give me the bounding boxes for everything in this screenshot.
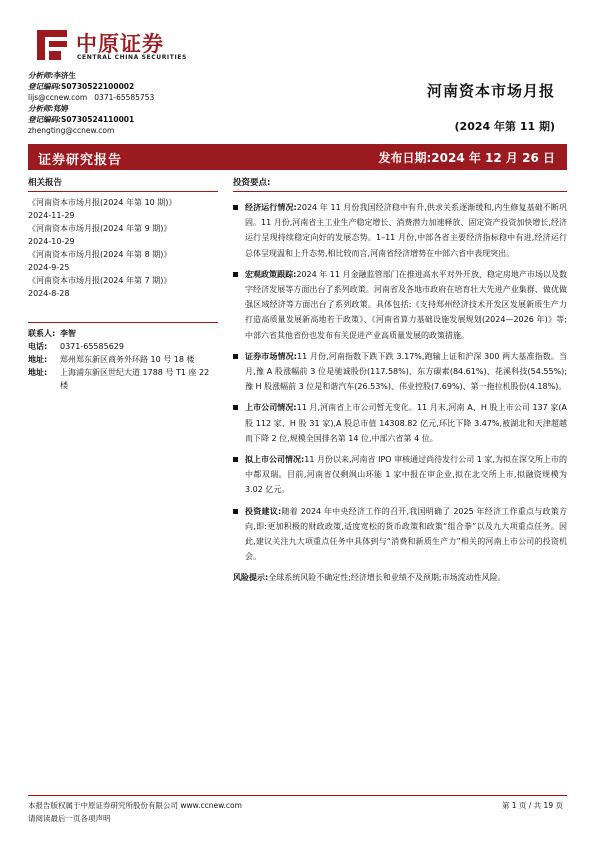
- risk-warning: [233, 570, 567, 585]
- related-reports-heading: 相关报告: [28, 176, 218, 192]
- related-report-link[interactable]: 《河南资本市场月报(2024 年第 10 期)》: [28, 198, 177, 207]
- bullet-square-icon: [233, 205, 238, 210]
- bullet-square-icon: [233, 457, 238, 462]
- bullet-keyword: 拟上市公司情况:: [245, 455, 305, 465]
- risk-text: 全球系统风险不确定性;经济增长和业绩不及预期;市场流动性风险。: [268, 573, 506, 583]
- bullet-keyword: 证券市场情况:: [245, 351, 297, 361]
- analyst-block-1: [28, 70, 154, 103]
- bullet-text: 随着 2024 年中央经济工作的召开,我国明确了 2025 年经济工作重点与政策方向,即:更加积极的财政政策,适度宽松的货币政策和政策“组合拳”以及九大项重点任务。因此,建议关注九大项重点任务中具体到与“消费和新质生产力”相关的河南上市公司的投资机会。: [245, 506, 567, 562]
- footer-copyright: [28, 799, 242, 825]
- analyst-block-2: [28, 103, 134, 136]
- logo-mark-icon: [36, 28, 70, 62]
- contact-block: [28, 322, 218, 392]
- analyst-role-label: 分析师:: [28, 104, 54, 113]
- bullet-listed-companies: [233, 400, 567, 446]
- related-report-link[interactable]: 《河南资本市场月报(2024 年第 7 期)》: [28, 276, 172, 285]
- contact-address-label: 地址:: [28, 355, 48, 364]
- bullet-square-icon: [233, 272, 238, 277]
- analyst-name: 郑婷: [53, 104, 69, 113]
- analyst-role-label: 分析师:: [28, 71, 54, 80]
- bullet-keyword: 投资建议:: [245, 506, 282, 516]
- bullet-keyword: 上市公司情况:: [245, 403, 297, 413]
- related-reports-list: [28, 196, 218, 300]
- analyst-reg-label: 登记编码:: [28, 115, 61, 124]
- analyst-email[interactable]: lijs@ccnew.com: [28, 93, 88, 102]
- bullet-investment-advice: [233, 504, 567, 565]
- bullet-policy: [233, 267, 567, 343]
- main-content: [233, 176, 567, 585]
- company-logo: [36, 28, 196, 64]
- footer-page-number: 第 1 页 / 共 19 页: [501, 801, 563, 810]
- related-report-date: 2024-11-29: [28, 211, 75, 220]
- bullet-text: 11 月,河南省上市公司暂无变化。11 月末,河南 A、H 股上市公司 137 家(A 股 112 家、H 股 31 家),A 股总市值 14308.82 亿元,环比下降 3.47%,被湖北和天津超越而下降 2 位,规模全国排名第 14 位,中部六省第 4 位。: [245, 403, 567, 443]
- bullet-keyword: 经济运行情况:: [245, 203, 297, 212]
- bullet-market: [233, 349, 567, 395]
- footer-disclaimer-note: 请阅读最后一页各项声明: [28, 814, 111, 823]
- bullet-text: 11 月份以来,河南省 IPO 审核通过尚待发行公司 1 家,为拟在深交所上市的中都双瑞。目前,河南省仅剩飒山环能 1 家中报在审企业,拟在北交所上市,拟融资规模为 3.02 亿元。: [245, 455, 567, 495]
- logo-en-text: CENTRAL CHINA SECURITIES: [77, 54, 187, 61]
- analyst-reg-code: S0730522100002: [61, 82, 135, 91]
- banner-publish-date: 发布日期:2024 年 12 月 26 日: [378, 151, 555, 165]
- related-report-date: 2024-9-25: [28, 263, 70, 272]
- key-points-heading: 投资要点:: [233, 176, 567, 192]
- contact-address-zhengzhou: 郑州郑东新区商务外环路 10 号 18 楼: [60, 355, 195, 364]
- bullet-ipo-pipeline: [233, 452, 567, 498]
- bullet-economy: [233, 200, 567, 261]
- logo-cn-text: 中原证券: [76, 32, 164, 56]
- footer-copyright-line: 本报告版权属于中原证券研究所股份有限公司 www.ccnew.com: [28, 801, 242, 810]
- contact-person: 李智: [60, 329, 76, 338]
- bullet-square-icon: [233, 354, 238, 359]
- analyst-name: 李济生: [53, 71, 76, 80]
- bullet-square-icon: [233, 509, 238, 514]
- bullet-keyword: 宏观政策跟踪:: [245, 269, 297, 279]
- related-report-date: 2024-10-29: [28, 237, 75, 246]
- analyst-phone: 0371-65585753: [94, 93, 155, 102]
- contact-address-shanghai: 上海浦东新区世纪大道 1788 号 T1 座 22 楼: [60, 368, 210, 390]
- bullet-text: 2024 年 11 月金融监管部门在推进高水平对外开放、稳定房地产市场以及数字经济发展等方面出台了系列政策。河南省及各地市政府在培育壮大先进产业集群、做优做强区域经济等方面出台了系列政策。具体包括:《支持郑州经济技术开发区发展新质生产力打造高质量发展新高地若干政策》、《河南省算力基础设施发展规划(2024—2026 年)》等;中部六省其他省份也发布有关促进产业高质量发展的政策措施。: [245, 269, 568, 340]
- report-banner: [28, 144, 567, 170]
- analyst-reg-label: 登记编码:: [28, 82, 61, 91]
- bullet-square-icon: [233, 405, 238, 410]
- bullet-text: 11 月份,河南指数下跌下跌 3.17%,跑输上证和沪深 300 两大基准指数。当月,豫 A 股涨幅前 3 位是驰诚股份(117.58%)、东方碳素(84.61%)、花溪科技(54.55%);豫 H 股涨幅前 3 位是和谐汽车(26.53%)、伟业控股(7.69%)、第一拖拉机股份(4.18%)。: [245, 351, 567, 392]
- analyst-reg-code: S0730524110001: [61, 115, 135, 124]
- sidebar: [28, 176, 218, 392]
- analyst-email[interactable]: zhengting@ccnew.com: [28, 126, 115, 135]
- contact-address-label: 地址:: [28, 368, 48, 377]
- related-report-date: 2024-8-28: [28, 289, 70, 298]
- report-issue: (2024 年第 11 期): [454, 120, 555, 133]
- footer-divider: [28, 795, 567, 796]
- risk-label: 风险提示:: [233, 573, 269, 583]
- related-report-link[interactable]: 《河南资本市场月报(2024 年第 8 期)》: [28, 250, 172, 259]
- bullet-text: 2024 年 11 月份我国经济稳中有升,供求关系逐渐缓和,内生修复基础不断巩固。11 月份,河南省主工业生产稳定增长、消费潜力加速释放、固定资产投资加快增长,经济运行呈现持续稳定向好的发展态势。1–11 月份,中部各省主要经济指标稳中有进,经济运行总体呈现温和上升态势,相比较而言,河南省经济增势在中部六省中表现突出。: [245, 203, 567, 258]
- related-report-link[interactable]: 《河南资本市场月报(2024 年第 9 期)》: [28, 224, 172, 233]
- banner-report-type: 证券研究报告: [38, 153, 123, 168]
- contact-phone: 0371-65585629: [60, 342, 124, 351]
- contact-phone-label: 电话:: [28, 342, 48, 351]
- contact-person-label: 联系人:: [28, 329, 56, 338]
- report-title: 河南资本市场月报: [426, 82, 555, 100]
